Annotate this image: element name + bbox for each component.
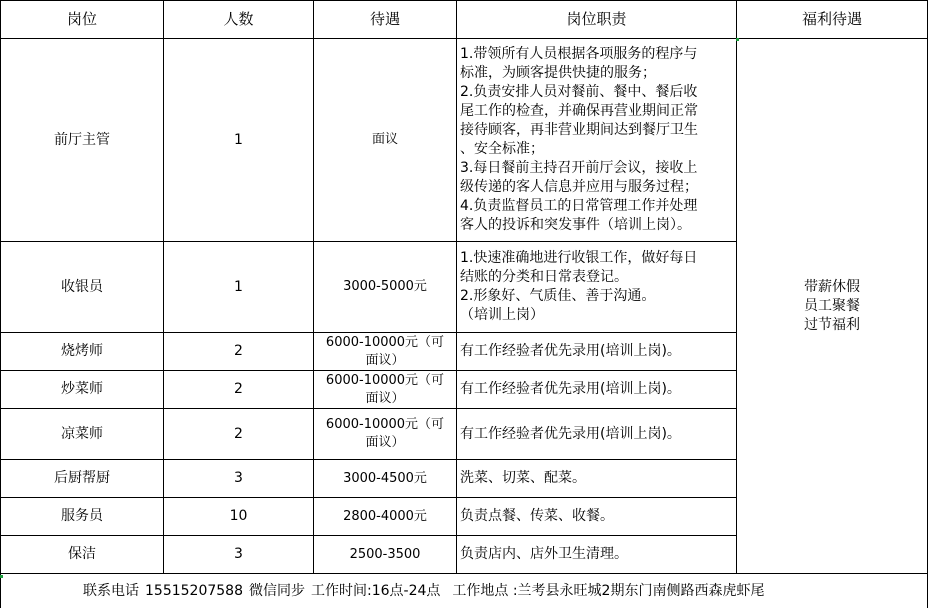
header-duties: 岗位职责 bbox=[457, 1, 737, 39]
footer-row bbox=[1, 574, 928, 609]
pay-cell: 6000-10000元（可 面议） bbox=[314, 371, 457, 409]
count-cell: 10 bbox=[164, 498, 314, 536]
duties-cell: 1.快速准确地进行收银工作，做好每日 结账的分类和日常表登记。 2.形象好、气质佳、善于沟通。 （培训上岗） bbox=[457, 242, 737, 333]
duties-cell: 负责点餐、传菜、收餐。 bbox=[457, 498, 737, 536]
duties-cell: 负责店内、店外卫生清理。 bbox=[457, 536, 737, 574]
benefits-cell bbox=[737, 39, 928, 574]
position-cell: 炒菜师 bbox=[1, 371, 164, 409]
count-cell: 3 bbox=[164, 460, 314, 498]
count-cell: 2 bbox=[164, 333, 314, 371]
position-cell: 服务员 bbox=[1, 498, 164, 536]
duties-cell: 有工作经验者优先录用(培训上岗)。 bbox=[457, 333, 737, 371]
wechat-note: 微信同步 bbox=[248, 582, 305, 599]
position-cell: 凉菜师 bbox=[1, 409, 164, 460]
duties-cell: 洗菜、切菜、配菜。 bbox=[457, 460, 737, 498]
benefit-item: 带薪休假 bbox=[804, 278, 860, 295]
work-address: 工作地点 :兰考县永旺城2期东门南侧路西森虎虾尾 bbox=[452, 582, 765, 599]
duties-cell: 1.带领所有人员根据各项服务的程序与 标准，为顾客提供快捷的服务； 2.负责安排人员对餐前、餐中、餐后收 尾工作的检查，并确保再营业期间正常 接待顾客，再非营业期间达到餐厅卫生 、安全标准； 3.每日餐前主持召开前厅会议，接收上 级传递的客人信息并应用与服务过程； 4.负责监督员工的日常管理工作并处理 客人的投诉和突发事件（培训上岗）。 bbox=[457, 39, 737, 242]
pay-cell: 2800-4000元 bbox=[314, 498, 457, 536]
contact-footer bbox=[1, 574, 928, 609]
header-benefits: 福利待遇 bbox=[737, 1, 928, 39]
position-cell: 收银员 bbox=[1, 242, 164, 333]
pay-cell: 2500-3500 bbox=[314, 536, 457, 574]
duties-cell: 有工作经验者优先录用(培训上岗)。 bbox=[457, 409, 737, 460]
count-cell: 3 bbox=[164, 536, 314, 574]
phone-number: 15515207588 bbox=[145, 582, 243, 599]
header-count: 人数 bbox=[164, 1, 314, 39]
table-row bbox=[1, 39, 928, 242]
count-cell: 1 bbox=[164, 242, 314, 333]
duties-cell: 有工作经验者优先录用(培训上岗)。 bbox=[457, 371, 737, 409]
benefit-item: 员工聚餐 bbox=[804, 297, 860, 314]
position-cell: 烧烤师 bbox=[1, 333, 164, 371]
position-cell: 后厨帮厨 bbox=[1, 460, 164, 498]
header-pay: 待遇 bbox=[314, 1, 457, 39]
header-position: 岗位 bbox=[1, 1, 164, 39]
count-cell: 2 bbox=[164, 371, 314, 409]
work-hours: 工作时间:16点-24点 bbox=[310, 582, 441, 599]
pay-cell: 6000-10000元（可 面议） bbox=[314, 409, 457, 460]
position-cell: 保洁 bbox=[1, 536, 164, 574]
pay-cell: 6000-10000元（可 面议） bbox=[314, 333, 457, 371]
cell-marker bbox=[736, 38, 739, 41]
header-row bbox=[1, 1, 928, 39]
phone-label: 联系电话 bbox=[83, 582, 139, 599]
count-cell: 1 bbox=[164, 39, 314, 242]
cell-marker bbox=[0, 575, 3, 578]
pay-cell: 3000-5000元 bbox=[314, 242, 457, 333]
pay-cell: 面议 bbox=[314, 39, 457, 242]
position-cell: 前厅主管 bbox=[1, 39, 164, 242]
count-cell: 2 bbox=[164, 409, 314, 460]
benefit-item: 过节福利 bbox=[804, 316, 860, 333]
pay-cell: 3000-4500元 bbox=[314, 460, 457, 498]
